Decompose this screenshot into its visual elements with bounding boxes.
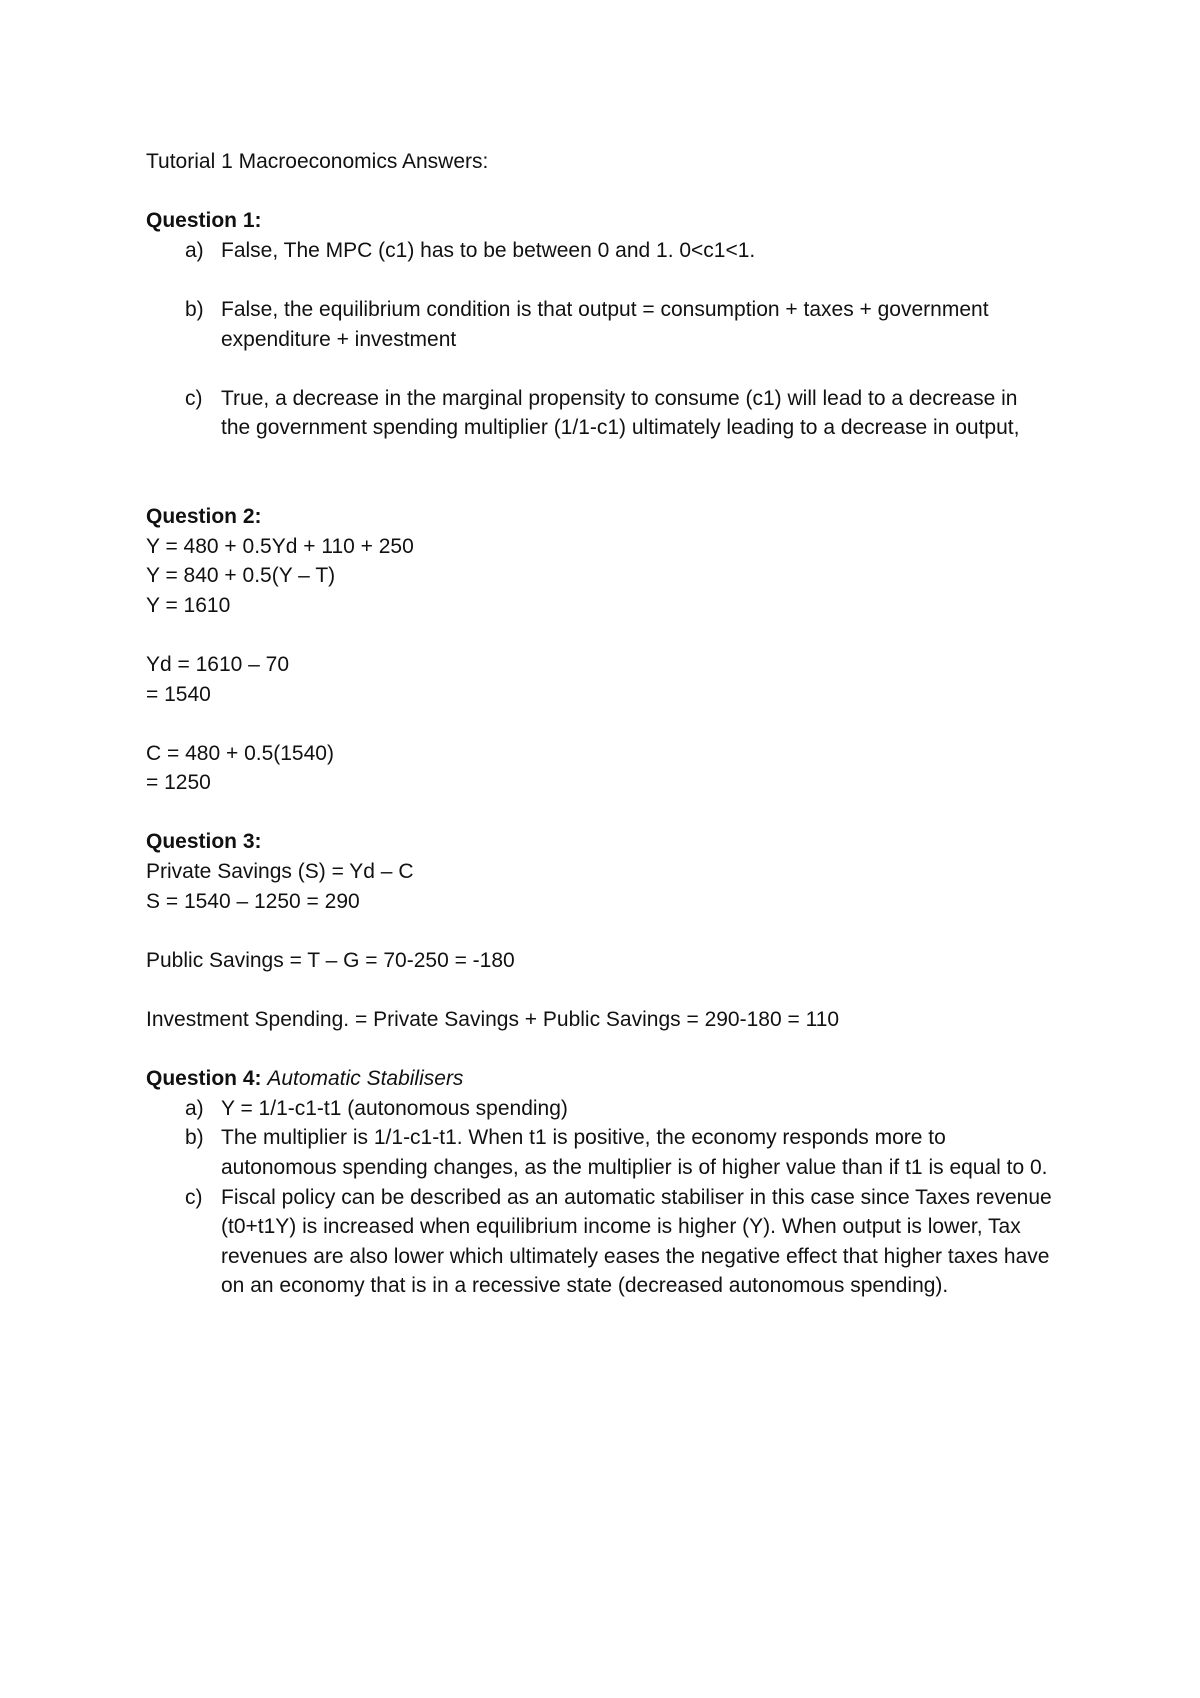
question-2-title: Question 2: <box>146 504 262 528</box>
item-text: The multiplier is 1/1-c1-t1. When t1 is positive, the economy responds more to autonomous spending changes, as the multiplier is of higher value than if t1 is equal to 0. <box>221 1126 1048 1179</box>
question-1-title: Question 1: <box>146 209 262 233</box>
item-text: Y = 1/1-c1-t1 (autonomous spending) <box>221 1096 568 1120</box>
investment-line: Investment Spending. = Private Savings + Public Savings = 290-180 = 110 <box>146 1008 840 1032</box>
question-3-title: Question 3: <box>146 830 262 854</box>
item-marker: c) <box>185 386 203 410</box>
item-marker: a) <box>185 238 204 262</box>
equation-line: Y = 480 + 0.5Yd + 110 + 250 <box>146 534 414 558</box>
question-1-item-a <box>185 236 1076 266</box>
item-marker: a) <box>185 1096 204 1120</box>
item-text: False, the equilibrium condition is that output = consumption + taxes + government expenditure + investment <box>221 297 989 351</box>
equation-line: Y = 840 + 0.5(Y – T) <box>146 564 336 588</box>
equation-line: Y = 1610 <box>146 593 231 617</box>
question-4-subtitle: Automatic Stabilisers <box>267 1067 464 1091</box>
item-text: False, The MPC (c1) has to be between 0 and 1. 0<c1<1. <box>221 238 756 262</box>
question-4-heading <box>146 1064 1076 1094</box>
item-text: True, a decrease in the marginal propensity to consume (c1) will lead to a decrease in the government spending multiplier (1/1-c1) ultimately leading to a decrease in output, <box>221 386 1020 440</box>
question-4-item-c <box>185 1183 1076 1301</box>
question-4-item-a <box>185 1094 1076 1124</box>
item-marker: b) <box>185 1126 204 1150</box>
document-body <box>146 147 1076 1301</box>
equation-line: S = 1540 – 1250 = 290 <box>146 889 360 913</box>
question-1-item-b <box>185 295 1076 354</box>
item-text: Fiscal policy can be described as an automatic stabiliser in this case since Taxes revenue (t0+t1Y) is increased when equilibrium income is higher (Y). When output is lower, Tax revenues are also lower which ultimately eases the negative effect that higher taxes have on an economy that is in a recessive state (decreased autonomous spending). <box>221 1185 1052 1298</box>
question-1-heading <box>146 206 1076 236</box>
question-4-item-b <box>185 1123 1076 1182</box>
equation-line: C = 480 + 0.5(1540) <box>146 741 334 765</box>
item-marker: c) <box>185 1185 203 1209</box>
question-3-heading <box>146 827 1076 857</box>
item-marker: b) <box>185 297 204 321</box>
question-4-title: Question 4: <box>146 1067 268 1091</box>
equation-line: = 1540 <box>146 682 211 706</box>
equation-line: Private Savings (S) = Yd – C <box>146 860 414 884</box>
equation-line: Yd = 1610 – 70 <box>146 652 290 676</box>
document-title: Tutorial 1 Macroeconomics Answers: <box>146 150 489 173</box>
question-2-heading <box>146 502 1076 532</box>
public-savings-line: Public Savings = T – G = 70-250 = -180 <box>146 948 515 972</box>
equation-line: = 1250 <box>146 771 211 795</box>
question-1-item-c <box>185 384 1076 443</box>
